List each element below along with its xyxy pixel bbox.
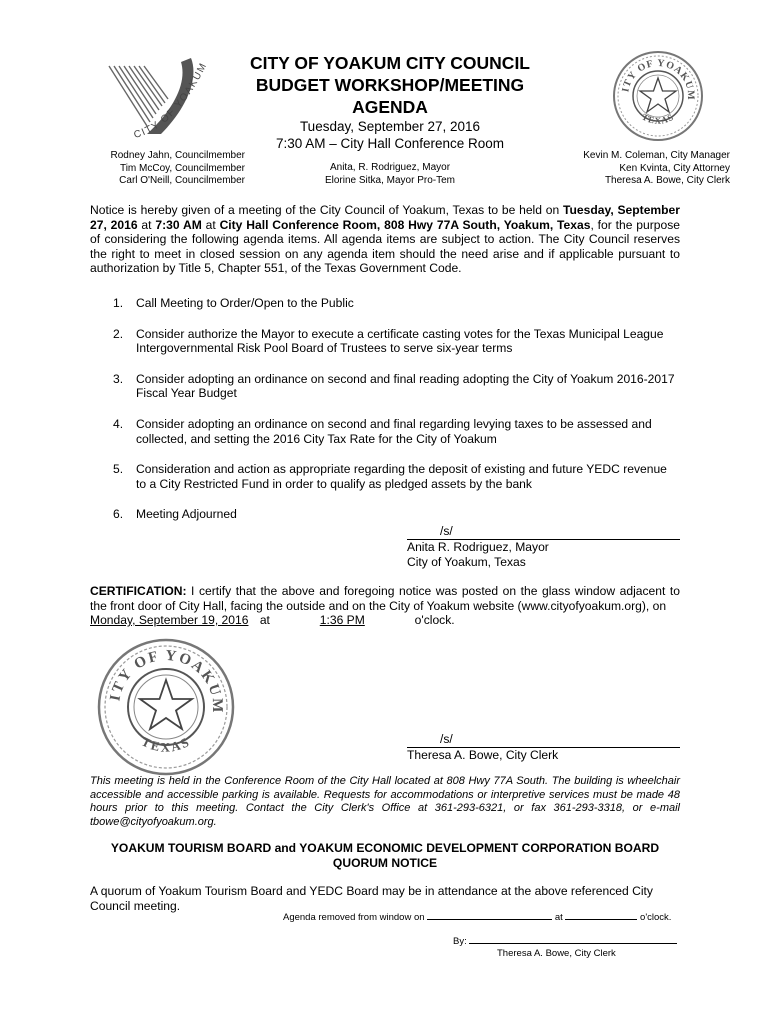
meeting-notice <box>90 203 680 276</box>
title-line-1: CITY OF YOAKUM CITY COUNCIL <box>249 53 531 73</box>
accessibility-note: This meeting is held in the Conference Room of the City Hall located at 808 Hwy 77A South. The building is wheelchair accessible and accessible parking is available. Requests for accommodations or interpretive services must be made 48 hours prior to this meeting. Contact the City Clerk's Office at 361-293-6321, or fax 361-293-3318, or e-mail tbowe@cityofyoakum.org. <box>90 775 680 828</box>
meeting-date: Tuesday, September 27, 2016 <box>299 119 481 134</box>
agenda-item-number: 4. <box>113 416 124 431</box>
svg-text:TEXAS <box>139 734 193 755</box>
agenda-item-number: 5. <box>113 462 124 477</box>
seal-large-bottom-text: TEXAS <box>139 733 193 755</box>
agenda-item <box>90 462 680 491</box>
official-name: Tim McCoy, Councilmember <box>119 162 245 174</box>
agenda-item-text: Meeting Adjourned <box>136 507 237 522</box>
agenda-list <box>90 296 680 522</box>
svg-text:TEXAS <box>640 112 675 126</box>
agenda-item-number: 6. <box>113 507 124 522</box>
certification-label: CERTIFICATION: <box>90 584 187 598</box>
meeting-time-place: 7:30 AM – City Hall Conference Room <box>275 136 505 151</box>
seal-large-top-text: ITY OF YOAKUM <box>107 647 226 715</box>
official-name: Carl O'Neill, Councilmember <box>119 175 245 186</box>
mayor-signature-block <box>407 540 549 570</box>
removal-date-blank <box>427 919 552 920</box>
agenda-item-text: Consideration and action as appropriate regarding the deposit of existing and future YEDC revenue to a City Restricted Fund in order to qualify as pledged assets by the bank <box>136 462 667 491</box>
notice-date: Tuesday, September 27, 2016 <box>90 203 680 232</box>
official-name: Rodney Jahn, Councilmember <box>110 150 245 161</box>
agenda-item-text: Consider adopting an ordinance on second and final reading adopting the City of Yoakum 2016-2017 Fiscal Year Budget <box>136 371 675 401</box>
notice-text: at <box>201 217 220 232</box>
notice-place: City Hall Conference Room, 808 Hwy 77A South, Yoakum, Texas <box>219 217 591 232</box>
notice-text: , for the purpose of considering the following agenda items. All agenda items are subject to action. The City Council reserves the right to meet in closed session on any agenda item should the need arise and if applicable pursuant to authorization by Title 5, Chapter 551, of the Texas Government Code. <box>90 217 680 276</box>
official-name: Anita, R. Rodriguez, Mayor <box>329 162 451 173</box>
notice-text: at <box>137 217 156 232</box>
official-name: Elorine Sitka, Mayor Pro-Tem <box>324 174 456 186</box>
logo-text: CITY OF YOAKUM <box>132 60 210 141</box>
certification-text: I certify that the above and foregoing notice was posted on the glass window adjacent to the front door of City Hall, facing the outside and on the City of Yoakum website (www.cityofyoakum.org), on <box>90 584 680 613</box>
agenda-item <box>90 417 680 446</box>
seal-bottom-text: TEXAS <box>640 111 676 126</box>
notice-text: Notice is hereby given of a meeting of the City Council of Yoakum, Texas to be held on <box>90 203 564 217</box>
clerk-name: Theresa A. Bowe, City Clerk <box>407 748 559 762</box>
city-seal-large <box>95 638 237 776</box>
notice-time: 7:30 AM <box>155 217 202 232</box>
clerk-signature-sig: /s/ <box>440 732 453 746</box>
page-title <box>200 52 580 118</box>
certification <box>90 584 680 613</box>
quorum-heading-line-1: YOAKUM TOURISM BOARD and YOAKUM ECONOMIC DEVELOPMENT CORPORATION BOARD <box>110 841 660 855</box>
agenda-item-text: Consider adopting an ordinance on second and final regarding levying taxes to be assessed and collected, and setting the 2016 City Tax Rate for the City of Yoakum <box>136 416 652 446</box>
city-seal-top <box>612 50 704 142</box>
agenda-item <box>90 372 680 401</box>
agenda-item <box>90 296 680 311</box>
removal-text: Agenda removed from window on <box>283 912 425 923</box>
removal-time-blank <box>565 919 637 920</box>
quorum-heading-line-2: QUORUM NOTICE <box>332 856 438 870</box>
title-line-2: BUDGET WORKSHOP/MEETING <box>255 75 525 95</box>
posted-at: at <box>259 613 270 627</box>
mayor-org: City of Yoakum, Texas <box>407 555 526 569</box>
quorum-heading <box>90 841 680 871</box>
official-name: Ken Kvinta, City Attorney <box>619 162 730 174</box>
seal-top-text: ITY OF YOAKUM <box>620 57 697 101</box>
mayor-officials <box>280 162 500 187</box>
council-members <box>70 150 245 188</box>
removal-clerk: Theresa A. Bowe, City Clerk <box>497 948 616 959</box>
certification-posting <box>90 613 680 628</box>
agenda-item-number: 2. <box>113 326 124 341</box>
quorum-text: A quorum of Yoakum Tourism Board and YEDC Board may be in attendance at the above referenced City Council meeting. <box>90 884 653 913</box>
removal-by <box>453 936 677 948</box>
agenda-item-text: Consider authorize the Mayor to execute a certificate casting votes for the Texas Municipal League Intergovernmental Risk Pool Board of Trustees to serve six-year terms <box>136 326 664 356</box>
mayor-signature-sig: /s/ <box>440 524 453 538</box>
official-name: Kevin M. Coleman, City Manager <box>583 150 730 161</box>
staff-officials <box>540 150 730 188</box>
removal-by-blank <box>469 943 677 944</box>
mayor-name: Anita R. Rodriguez, Mayor <box>407 540 549 554</box>
meeting-datetime <box>200 118 580 152</box>
posted-time: 1:36 PM <box>319 613 365 627</box>
removal-line <box>283 912 671 924</box>
agenda-item-text: Call Meeting to Order/Open to the Public <box>136 296 354 310</box>
removal-at: at <box>554 912 563 923</box>
agenda-item-number: 1. <box>113 296 124 310</box>
posted-date: Monday, September 19, 2016 <box>90 613 249 627</box>
removal-by-label: By: <box>453 936 467 947</box>
agenda-item <box>90 327 680 356</box>
official-name: Theresa A. Bowe, City Clerk <box>604 175 730 186</box>
agenda-item <box>90 507 680 522</box>
agenda-item-number: 3. <box>113 371 124 386</box>
svg-text:CITY OF YOAKUM <box>95 638 225 714</box>
posted-oclock: o'clock. <box>414 613 455 627</box>
title-line-3: AGENDA <box>352 97 428 117</box>
removal-oclock: o'clock. <box>640 912 672 923</box>
